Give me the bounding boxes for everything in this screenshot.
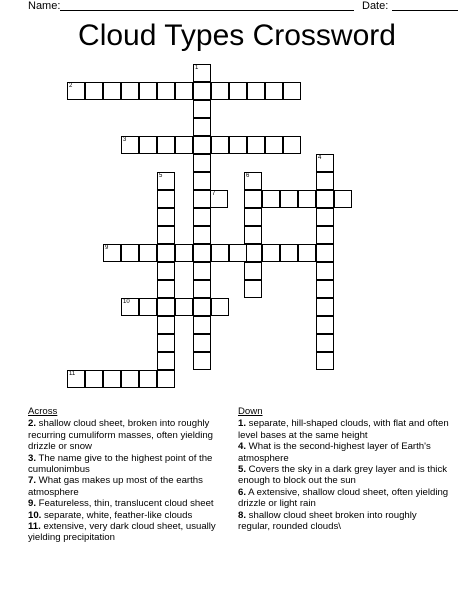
grid-cell[interactable] xyxy=(247,136,265,154)
grid-cell[interactable] xyxy=(244,262,262,280)
grid-cell[interactable] xyxy=(316,280,334,298)
grid-cell[interactable] xyxy=(316,208,334,226)
cell-number: 10 xyxy=(123,299,130,305)
grid-cell[interactable] xyxy=(229,82,247,100)
clue-text: extensive, very dark cloud sheet, usually yielding precipitation xyxy=(28,521,216,544)
clue-number: 6. xyxy=(238,486,247,498)
clue-text: What gas makes up most of the earths atmosphere xyxy=(28,475,203,498)
grid-cell[interactable] xyxy=(157,280,175,298)
grid-cell[interactable] xyxy=(175,82,193,100)
grid-cell[interactable] xyxy=(316,298,334,316)
down-clue-list xyxy=(238,418,450,532)
grid-cell[interactable] xyxy=(157,82,175,100)
across-clue-list xyxy=(28,418,233,543)
grid-cell[interactable] xyxy=(316,352,334,370)
grid-cell[interactable] xyxy=(280,190,298,208)
grid-cell[interactable] xyxy=(247,82,265,100)
grid-cell[interactable] xyxy=(193,172,211,190)
grid-cell[interactable] xyxy=(157,298,175,316)
down-clues xyxy=(238,406,450,532)
grid-cell[interactable] xyxy=(298,244,316,262)
grid-cell[interactable] xyxy=(193,244,211,262)
grid-cell[interactable] xyxy=(139,136,157,154)
clue-item xyxy=(28,498,233,509)
grid-cell[interactable] xyxy=(139,370,157,388)
grid-cell[interactable] xyxy=(193,100,211,118)
clue-number: 8. xyxy=(238,509,247,521)
grid-cell[interactable] xyxy=(193,190,211,208)
grid-cell[interactable] xyxy=(121,298,139,316)
grid-cell[interactable] xyxy=(283,136,301,154)
clue-number: 9. xyxy=(28,498,37,510)
grid-cell[interactable] xyxy=(157,208,175,226)
grid-cell[interactable] xyxy=(193,208,211,226)
clue-text: A extensive, shallow cloud sheet, often yielding drizzle or light rain xyxy=(238,486,449,510)
clue-text: Featureless, thin, translucent cloud sheet xyxy=(36,498,214,510)
grid-cell[interactable] xyxy=(157,370,175,388)
grid-cell[interactable] xyxy=(193,64,211,82)
grid-cell[interactable] xyxy=(193,154,211,172)
grid-cell[interactable] xyxy=(211,82,229,100)
grid-cell[interactable] xyxy=(211,136,229,154)
date-label: Date: xyxy=(362,0,389,12)
grid-cell[interactable] xyxy=(175,244,193,262)
grid-cell[interactable] xyxy=(85,370,103,388)
cell-number: 2 xyxy=(69,83,73,89)
clue-text: separate, white, feather-like clouds xyxy=(41,509,193,521)
clue-item xyxy=(28,453,233,476)
grid-cell[interactable] xyxy=(103,82,121,100)
cell-number: 5 xyxy=(159,173,163,179)
grid-cell[interactable] xyxy=(157,190,175,208)
clue-text: Covers the sky in a dark grey layer and is thick enough to block out the sun xyxy=(238,464,448,487)
grid-cell[interactable] xyxy=(193,334,211,352)
grid-cell[interactable] xyxy=(67,370,85,388)
grid-cell[interactable] xyxy=(244,226,262,244)
grid-cell[interactable] xyxy=(193,136,211,154)
grid-cell[interactable] xyxy=(316,316,334,334)
grid-cell[interactable] xyxy=(283,82,301,100)
grid-cell[interactable] xyxy=(193,118,211,136)
clue-number: 11. xyxy=(28,521,41,533)
grid-cell[interactable] xyxy=(298,190,316,208)
clue-text: What is the second-highest layer of Earth's atmosphere xyxy=(238,441,431,464)
cell-number: 6 xyxy=(246,173,250,179)
grid-cell[interactable] xyxy=(103,244,121,262)
clue-number: 7. xyxy=(28,475,37,487)
grid-cell[interactable] xyxy=(175,298,193,316)
clue-item xyxy=(238,487,450,510)
clue-item xyxy=(28,510,233,521)
grid-cell[interactable] xyxy=(244,190,262,208)
name-label: Name: xyxy=(28,0,61,12)
clue-number: 10. xyxy=(28,509,42,521)
grid-cell[interactable] xyxy=(193,226,211,244)
across-clues xyxy=(28,406,233,544)
cell-number: 3 xyxy=(123,137,127,143)
clue-number: 5. xyxy=(238,464,247,476)
grid-cell[interactable] xyxy=(157,244,175,262)
grid-cell[interactable] xyxy=(85,82,103,100)
grid-cell[interactable] xyxy=(121,370,139,388)
clue-item xyxy=(238,418,450,441)
clue-item xyxy=(238,464,450,487)
page-title: Cloud Types Crossword xyxy=(78,19,396,52)
grid-cell[interactable] xyxy=(262,244,280,262)
clue-item xyxy=(238,510,450,533)
grid-cell[interactable] xyxy=(280,244,298,262)
grid-cell[interactable] xyxy=(244,208,262,226)
grid-cell[interactable] xyxy=(316,190,334,208)
grid-cell[interactable] xyxy=(193,298,211,316)
grid-cell[interactable] xyxy=(244,172,262,190)
grid-cell[interactable] xyxy=(210,190,228,208)
grid-cell[interactable] xyxy=(229,136,247,154)
grid-cell[interactable] xyxy=(316,334,334,352)
grid-cell[interactable] xyxy=(265,136,283,154)
grid-cell[interactable] xyxy=(103,370,121,388)
clue-item xyxy=(238,441,450,464)
grid-cell[interactable] xyxy=(316,226,334,244)
down-heading: Down xyxy=(238,406,263,417)
grid-cell[interactable] xyxy=(121,244,139,262)
grid-cell[interactable] xyxy=(157,262,175,280)
clue-number: 4. xyxy=(238,441,247,453)
grid-cell[interactable] xyxy=(139,298,157,316)
grid-cell[interactable] xyxy=(139,244,157,262)
grid-cell[interactable] xyxy=(316,262,334,280)
grid-cell[interactable] xyxy=(139,82,157,100)
grid-cell[interactable] xyxy=(262,190,280,208)
clue-item xyxy=(28,418,233,452)
grid-cell[interactable] xyxy=(121,136,139,154)
cell-number: 9 xyxy=(105,245,109,251)
clue-number: 2. xyxy=(28,418,37,430)
grid-cell[interactable] xyxy=(157,316,175,334)
grid-cell[interactable] xyxy=(67,82,85,100)
across-heading: Across xyxy=(28,406,58,417)
grid-cell[interactable] xyxy=(175,136,193,154)
grid-cell[interactable] xyxy=(157,352,175,370)
clue-text: shallow cloud sheet broken into roughly regular, rounded clouds\ xyxy=(238,509,417,533)
cell-number: 7 xyxy=(212,191,216,197)
clue-number: 1. xyxy=(238,418,247,430)
grid-cell[interactable] xyxy=(157,226,175,244)
grid-cell[interactable] xyxy=(157,334,175,352)
grid-cell[interactable] xyxy=(229,244,247,262)
grid-cell[interactable] xyxy=(193,280,211,298)
grid-cell[interactable] xyxy=(157,172,175,190)
grid-cell[interactable] xyxy=(193,316,211,334)
clue-item xyxy=(28,475,233,498)
grid-cell[interactable] xyxy=(157,136,175,154)
cell-number: 11 xyxy=(69,371,76,377)
grid-cell[interactable] xyxy=(121,82,139,100)
cell-number: 1 xyxy=(195,65,199,71)
clue-text: shallow cloud sheet, broken into roughly recurring cumuliform masses, often yielding drizzle or snow xyxy=(28,418,214,453)
clue-number: 3. xyxy=(28,452,37,464)
grid-cell[interactable] xyxy=(244,280,262,298)
clue-item xyxy=(28,521,233,544)
grid-cell[interactable] xyxy=(193,262,211,280)
grid-cell[interactable] xyxy=(265,82,283,100)
grid-cell[interactable] xyxy=(334,190,352,208)
grid-cell[interactable] xyxy=(193,82,211,100)
clue-text: separate, hill-shaped clouds, with flat and often level bases at the same height xyxy=(238,418,449,441)
grid-cell[interactable] xyxy=(316,154,334,172)
cell-number: 4 xyxy=(318,155,322,161)
grid-cell[interactable] xyxy=(211,298,229,316)
grid-cell[interactable] xyxy=(316,172,334,190)
clue-text: The name give to the highest point of the cumulonimbus xyxy=(28,452,213,476)
grid-cell[interactable] xyxy=(316,244,334,262)
grid-cell[interactable] xyxy=(211,244,229,262)
grid-cell[interactable] xyxy=(193,352,211,370)
